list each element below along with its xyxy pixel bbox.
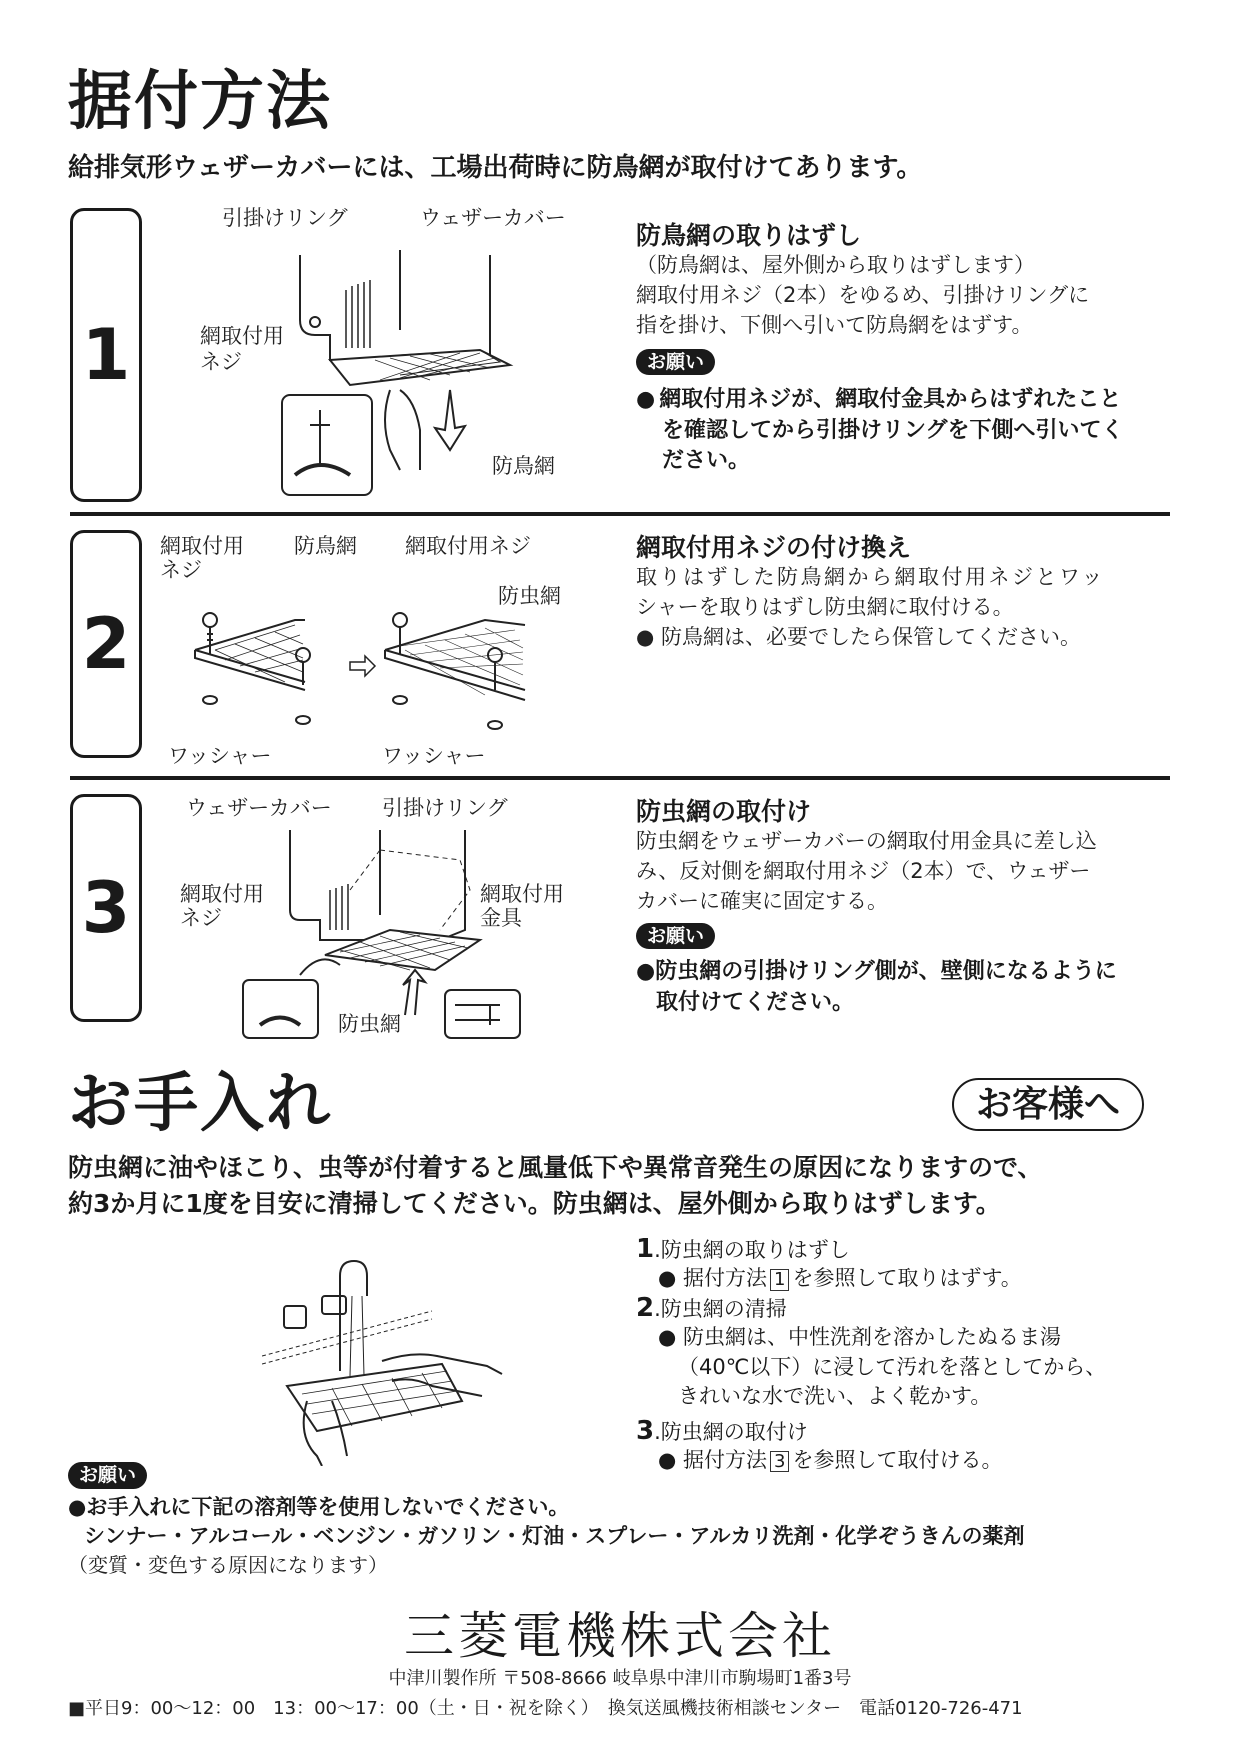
care-lead-line: 約3か月に1度を目安に清掃してください。防虫網は、屋外側から取りはずします。: [68, 1189, 1001, 1218]
support-hours: ■平日9：00～12：00 13：00～17：00（土・日・祝を除く） 換気送風機技術相談センター 電話0120-726-471: [68, 1698, 1023, 1719]
label-cover: ウェザーカバー: [420, 206, 566, 230]
label-bracket-2: 金具: [480, 906, 522, 930]
label-bird-net: 防鳥網: [492, 454, 555, 478]
step-3-body-line: 防虫網をウェザーカバーの網取付用金具に差し込: [636, 829, 1097, 854]
label-screw-full: 網取付用ネジ: [405, 534, 531, 558]
label-washer-left: ワッシャー: [168, 744, 272, 768]
step-2-text: [636, 532, 1176, 653]
cleaning-illustration: [262, 1256, 522, 1466]
step-1-title: 防鳥網の取りはずし: [636, 221, 862, 250]
care-steps: [636, 1234, 1176, 1475]
care-step-3: 3.防虫網の取付け ● 据付方法 3 を参照して取付ける。: [636, 1415, 1003, 1472]
install-title: 据付方法: [68, 65, 332, 139]
care-step-2: 2.防虫網の清掃 ● 防虫網は、中性洗剤を溶かしたぬるま湯 （40℃以下）に浸して汚れを落としてから、 きれいな水で洗い、よく乾かす。: [636, 1293, 1107, 1409]
step-3-illustration: [240, 830, 540, 1040]
step-2-title: 網取付用ネジの付け換え: [636, 533, 912, 562]
label-cover: ウェザーカバー: [186, 796, 332, 820]
notice-badge: お願い: [636, 349, 715, 376]
step-1-body-line: （防鳥網は、屋外側から取りはずします）: [636, 253, 1035, 278]
care-notice: お願い ●お手入れに下記の溶剤等を使用しないでください。 シンナー・アルコール・ベンジン・ガソリン・灯油・スプレー・アルカリ洗剤・化学ぞうきんの薬剤 （変質・変色する原因になります）: [68, 1462, 1178, 1579]
step-1-notice: ● 網取付用ネジが、網取付金具からはずれたこと を確認してから引掛けリングを下側へ引いてく ださい。: [636, 387, 1124, 474]
step-reference-3: 3: [770, 1451, 789, 1473]
notice-reason: （変質・変色する原因になります）: [68, 1552, 388, 1577]
care-lead-line: 防虫網に油やほこり、虫等が付着すると風量低下や異常音発生の原因になりますので、: [68, 1153, 1043, 1182]
step-3-number: 3: [70, 794, 142, 1022]
step-reference-1: 1: [770, 1269, 789, 1291]
install-lead: 給排気形ウェザーカバーには、工場出荷時に防鳥網が取付けてあります。: [68, 153, 923, 183]
label-bracket: 網取付用: [480, 882, 564, 906]
step-3-body-line: み、反対側を網取付用ネジ（2本）で、ウェザー: [636, 859, 1091, 884]
notice-badge: お願い: [636, 923, 715, 950]
label-screw-2: ネジ: [200, 350, 242, 374]
label-insect-net: 防虫網: [338, 1012, 401, 1036]
step-2-bullet: ● 防鳥網は、必要でしたら保管してください。: [636, 624, 1082, 649]
label-washer-right: ワッシャー: [382, 744, 486, 768]
bullet-icon: ●: [658, 1325, 677, 1350]
step-3-notice: ●防虫網の引掛けリング側が、壁側になるように 取付けてください。: [636, 959, 1117, 1015]
bullet-icon: ●: [636, 959, 656, 985]
label-bird-net: 防鳥網: [294, 534, 357, 558]
label-ring: 引掛けリング: [222, 206, 348, 230]
label-ring: 引掛けリング: [382, 796, 508, 820]
label-screw-2: ネジ: [160, 558, 202, 582]
step-3-title: 防虫網の取付け: [636, 797, 812, 826]
step-2-number: 2: [70, 530, 142, 758]
company-address: 中津川製作所 〒508-8666 岐阜県中津川市駒場町1番3号: [388, 1668, 852, 1689]
label-screw: 網取付用: [180, 882, 264, 906]
section-divider: [70, 776, 1170, 780]
step-2-illustration: [185, 600, 535, 740]
company-name: 三菱電機株式会社: [404, 1607, 836, 1665]
label-screw: 網取付用: [160, 534, 244, 558]
notice-badge: お願い: [68, 1462, 147, 1489]
bullet-icon: ●: [658, 1266, 677, 1290]
step-1-text: [636, 220, 1176, 476]
care-title: お手入れ: [68, 1067, 332, 1141]
step-3-body-line: カバーに確実に固定する。: [636, 888, 888, 913]
bullet-icon: ●: [658, 1447, 677, 1472]
section-divider: [70, 512, 1170, 516]
customer-badge: お客様へ: [952, 1078, 1144, 1131]
step-2-body-line: シャーを取りはずし防虫網に取付ける。: [636, 595, 1014, 620]
bullet-icon: ●: [636, 624, 655, 649]
step-1-body-line: 指を掛け、下側へ引いて防鳥網をはずす。: [636, 312, 1033, 337]
care-step-1: 1.防虫網の取りはずし ● 据付方法 1 を参照して取りはずす。: [636, 1234, 1022, 1290]
step-1-number: 1: [70, 208, 142, 502]
label-insect-net: 防虫網: [498, 584, 561, 608]
label-screw: 網取付用: [200, 324, 284, 348]
label-screw-2: ネジ: [180, 906, 222, 930]
step-3-text: [636, 796, 1176, 1018]
step-1-body-line: 網取付用ネジ（2本）をゆるめ、引掛けリングに: [636, 283, 1090, 308]
bullet-icon: ●: [636, 387, 656, 413]
solvent-list: シンナー・アルコール・ベンジン・ガソリン・灯油・スプレー・アルカリ洗剤・化学ぞうきんの薬剤: [84, 1523, 1025, 1548]
bullet-icon: ●: [68, 1494, 87, 1519]
step-2-body-line: 取りはずした防鳥網から網取付用ネジとワッ: [636, 565, 1105, 590]
